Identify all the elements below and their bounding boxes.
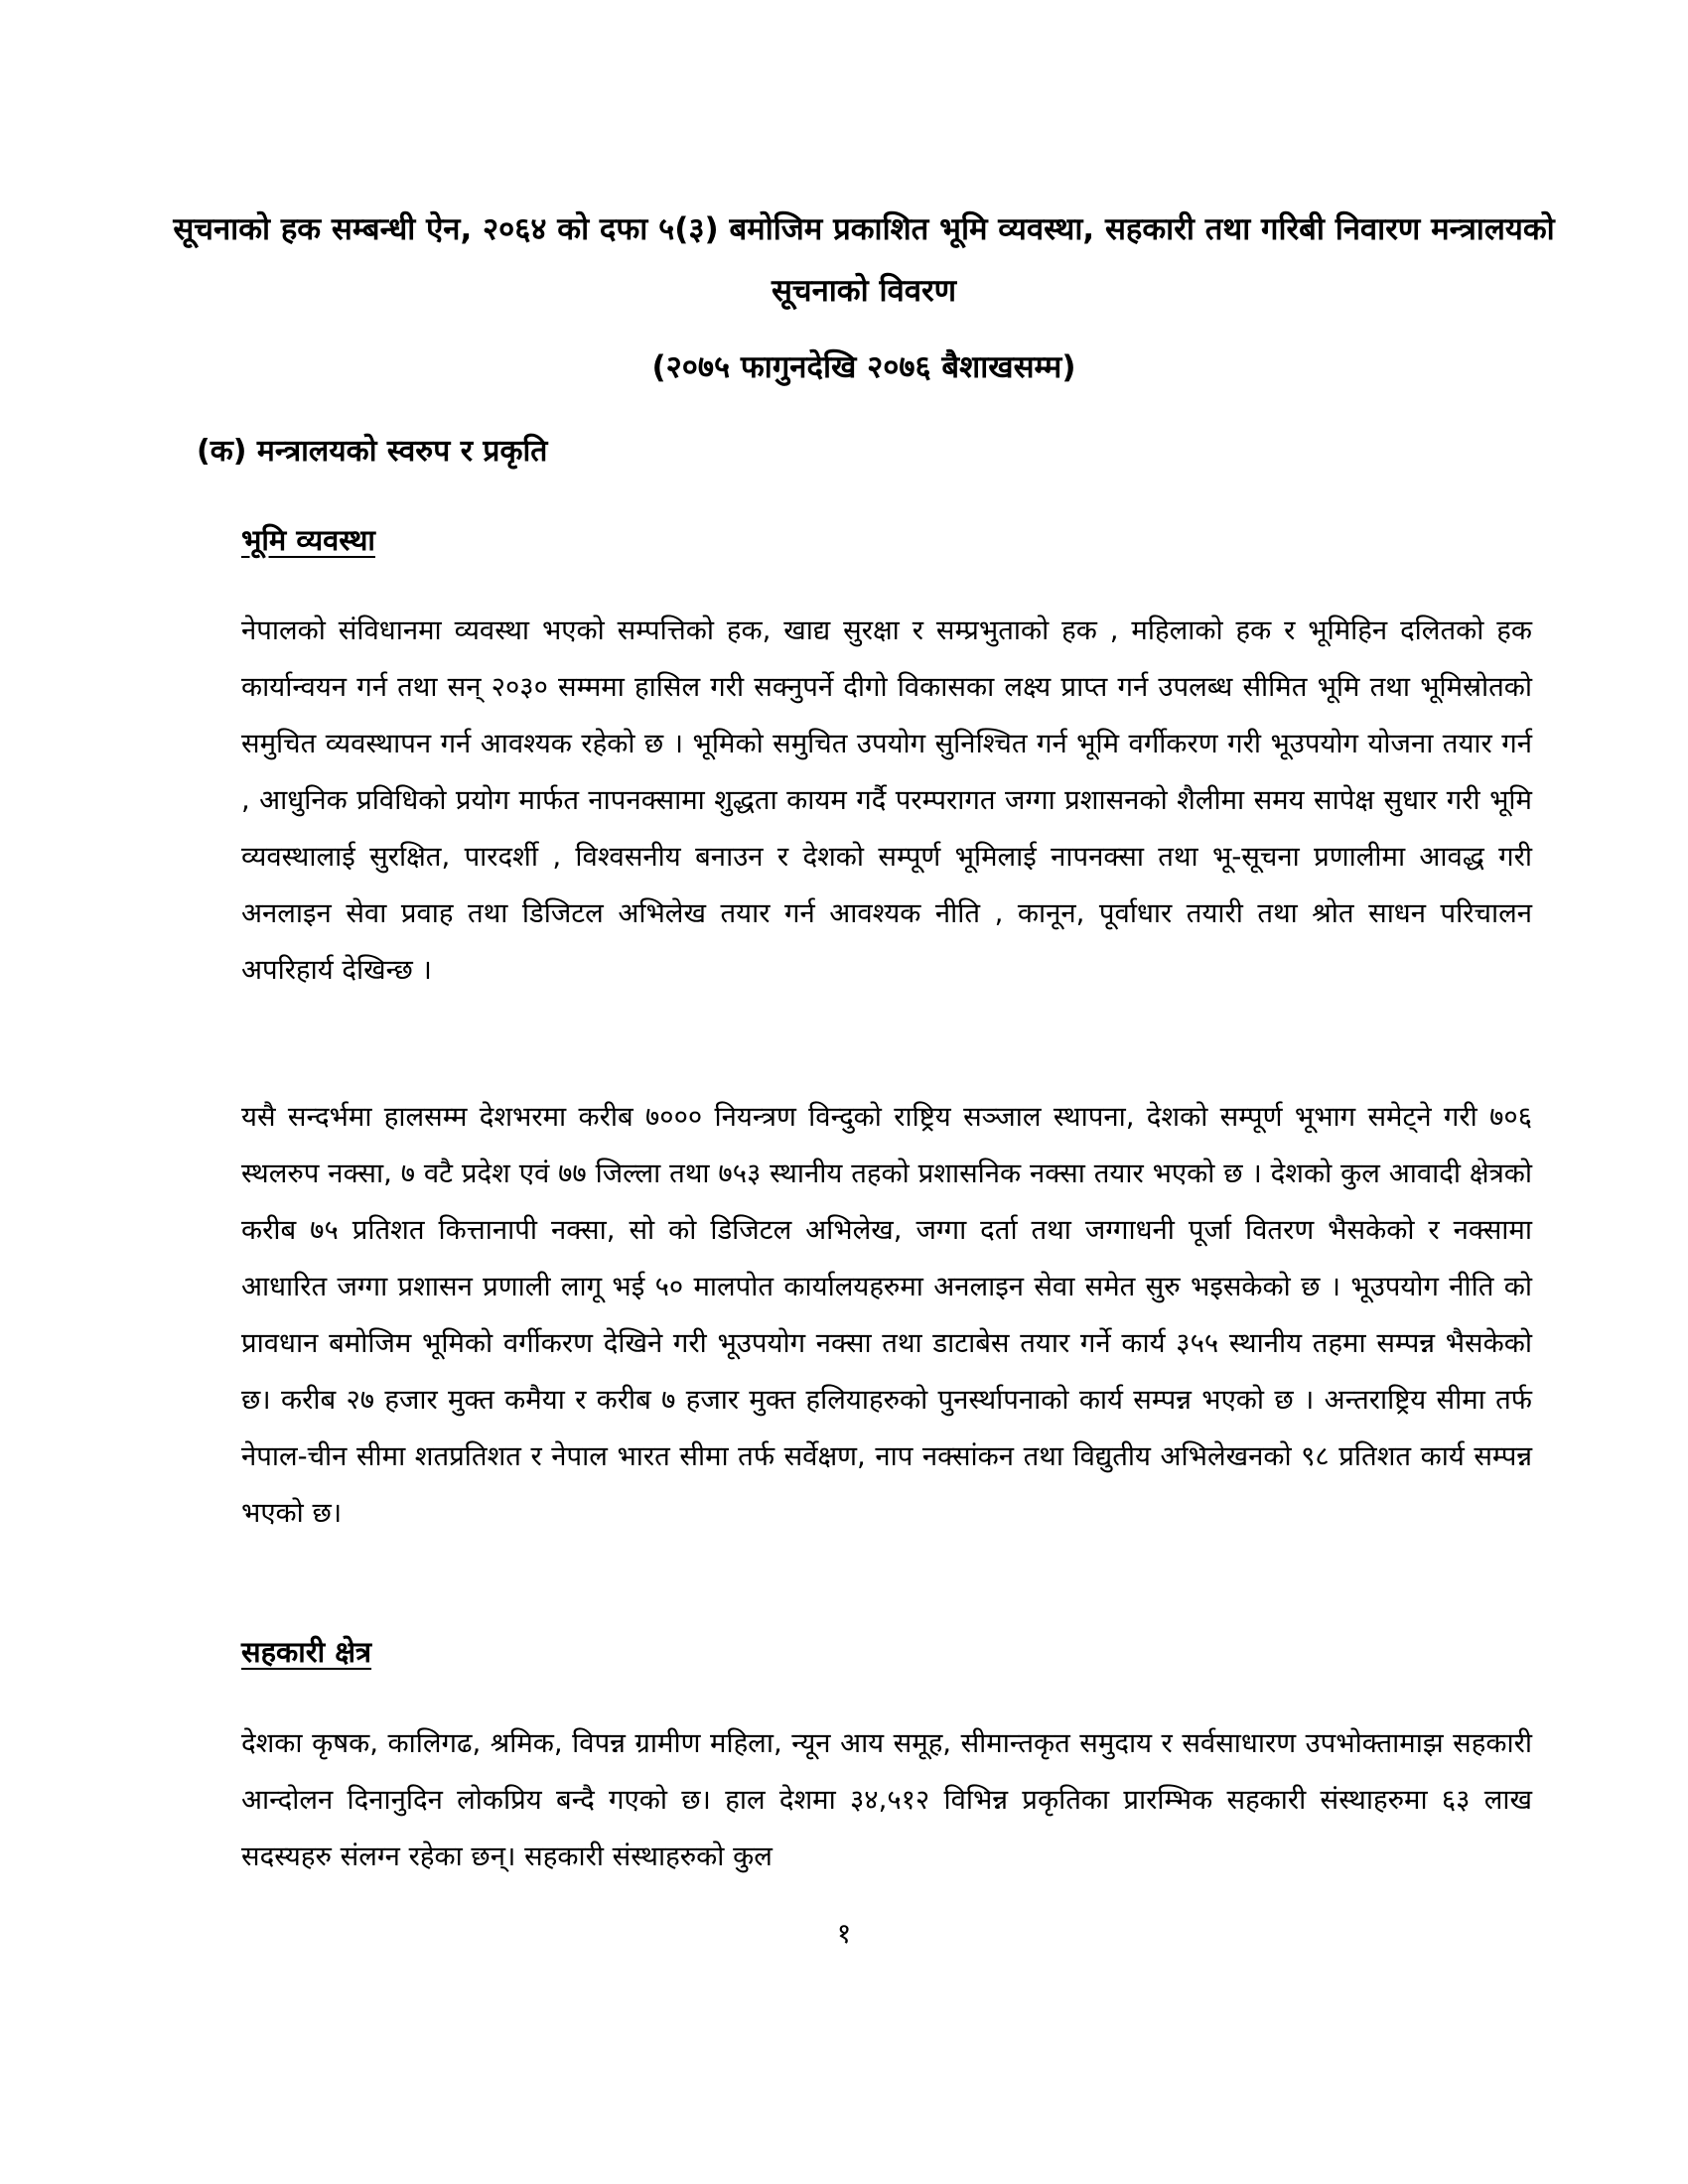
- document-title: सूचनाको हक सम्बन्धी ऐन, २०६४ को दफा ५(३) बमोजिम प्रकाशित भूमि व्यवस्था, सहकारी तथा गरिबी निवारण मन्त्रालयको सूचनाको विवरण: [173, 211, 1555, 309]
- paragraph-land-management-2: यसै सन्दर्भमा हालसम्म देशभरमा करीब ७००० नियन्त्रण विन्दुको राष्ट्रिय सञ्जाल स्थापना, देशको सम्पूर्ण भूभाग समेट्ने गरी ७०६ स्थलरुप नक्सा, ७ वटै प्रदेश एवं ७७ जिल्ला तथा ७५३ स्थानीय तहको प्रशासनिक नक्सा तयार भएको छ । देशको कुल आवादी क्षेत्रको करीब ७५ प्रतिशत कित्तानापी नक्सा, सो को डिजिटल अभिलेख, जग्गा दर्ता तथा जग्गाधनी पूर्जा वितरण भैसकेको र नक्सामा आधारित जग्गा प्रशासन प्रणाली लागू भई ५० मालपोत कार्यालयहरुमा अनलाइन सेवा समेत सुरु भइसकेको छ । भूउपयोग नीति को प्रावधान बमोजिम भूमिको वर्गीकरण देखिने गरी भूउपयोग नक्सा तथा डाटाबेस तयार गर्ने कार्य ३५५ स्थानीय तहमा सम्पन्न भैसकेको छ। करीब २७ हजार मुक्त कमैया र करीब ७ हजार मुक्त हलियाहरुको पुनर्स्थापनाको कार्य सम्पन्न भएको छ । अन्तराष्ट्रिय सीमा तर्फ नेपाल-चीन सीमा शतप्रतिशत र नेपाल भारत सीमा तर्फ सर्वेक्षण, नाप नक्सांकन तथा विद्युतीय अभिलेखनको ९८ प्रतिशत कार्य सम्पन्न भएको छ।: [241, 1101, 1532, 1529]
- paragraph-land-management-1: नेपालको संविधानमा व्यवस्था भएको सम्पत्तिको हक, खाद्य सुरक्षा र सम्प्रभुताको हक , महिलाको हक र भूमिहिन दलितको हक कार्यान्वयन गर्न तथा सन् २०३० सम्ममा हासिल गरी सक्नुपर्ने दीगो विकासका लक्ष्य प्राप्त गर्न उपलब्ध सीमित भूमि तथा भूमिस्रोतको समुचित व्यवस्थापन गर्न आवश्यक रहेको छ । भूमिको समुचित उपयोग सुनिश्चित गर्न भूमि वर्गीकरण गरी भूउपयोग योजना तयार गर्न , आधुनिक प्रविधिको प्रयोग मार्फत नापनक्सामा शुद्धता कायम गर्दै परम्परागत जग्गा प्रशासनको शैलीमा समय सापेक्ष सुधार गरी भूमि व्यवस्थालाई सुरक्षित, पारदर्शी , विश्वसनीय बनाउन र देशको सम्पूर्ण भूमिलाई नापनक्सा तथा भू-सूचना प्रणालीमा आवद्ध गरी अनलाइन सेवा प्रवाह तथा डिजिटल अभिलेख तयार गर्न आवश्यक नीति , कानून, पूर्वाधार तयारी तथा श्रोत साधन परिचालन अपरिहार्य देखिन्छ ।: [241, 614, 1532, 986]
- section-heading: (क) मन्त्रालयको स्वरुप र प्रकृति: [197, 434, 548, 469]
- reporting-period: (२०७५ फागुनदेखि २०७६ बैशाखसम्म): [651, 349, 1076, 385]
- page-number: १: [836, 1917, 852, 1950]
- subsection-heading-cooperative-sector: सहकारी क्षेत्र: [241, 1635, 372, 1669]
- paragraph-cooperative-sector-1: देशका कृषक, कालिगढ, श्रमिक, विपन्न ग्रामीण महिला, न्यून आय समूह, सीमान्तकृत समुदाय र सर्वसाधारण उपभोक्तामाझ सहकारी आन्दोलन दिनानुदिन लोकप्रिय बन्दै गएको छ। हाल देशमा ३४,५१२ विभिन्न प्रकृतिका प्रारम्भिक सहकारी संस्थाहरुमा ६३ लाख सदस्यहरु संलग्न रहेका छन्। सहकारी संस्थाहरुको कुल: [241, 1727, 1532, 1872]
- subsection-heading-land-management: भूमि व्यवस्था: [241, 523, 375, 557]
